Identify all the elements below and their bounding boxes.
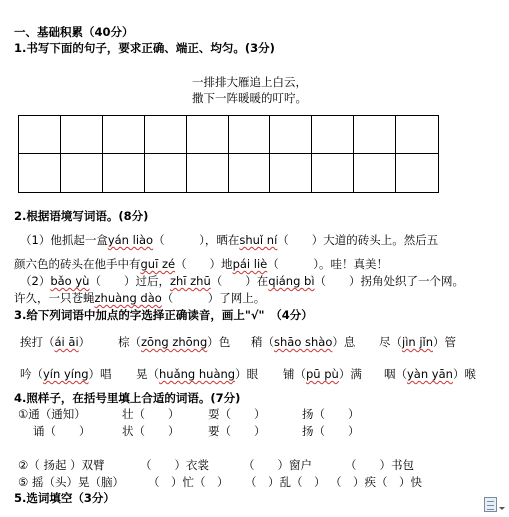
q4-cell: 要（ ） [208,424,266,438]
q3-item [20,334,90,350]
text: ） [78,335,91,349]
q4-cell: ⑤ 摇（头）晃（脑） [18,475,124,489]
pinyin: bǎo yù [50,274,90,288]
q3-item [283,366,362,382]
copy-sentence-line-2: 撒下一阵暖暖的叮咛。 [192,91,307,105]
text: 挨打（ [20,335,55,349]
pinyin-options[interactable]: ái āi [54,335,79,349]
text: （ ）地 [175,257,233,271]
copy-sentence-line-1: 一排排大雁追上白云， [192,75,307,89]
pinyin-options[interactable]: jìn jǐn [402,335,434,349]
grid-cell[interactable] [145,154,187,192]
grid-cell[interactable] [270,116,312,154]
text: （ ）在 [210,274,269,288]
pinyin: qiáng bì [268,274,315,288]
q3-item [251,334,355,350]
text: （ ）过后， [89,274,170,288]
grid-cell[interactable] [354,154,396,192]
pinyin-options[interactable]: pū pù [306,367,339,381]
document-icon[interactable] [484,497,497,512]
grid-cell[interactable] [61,154,103,192]
text: （1）他抓起一盒 [20,233,108,247]
q4-cell: （ ）忙（ ） [148,475,229,489]
q2-line-1 [20,232,438,248]
text: ）满 [338,367,362,381]
text: （ ）拐角处织了一个网。 [314,274,465,288]
grid-cell[interactable] [396,154,438,192]
pinyin: yán liào [107,233,154,247]
q4-cell: （ ）窗户 [243,458,312,472]
grid-cell[interactable] [187,154,229,192]
question-3-title: 3.给下列词语中加点的字选择正确读音，画上"√" （4分） [14,308,313,322]
text: 铺（ [283,367,306,381]
grid-cell[interactable] [61,116,103,154]
pinyin: guī zé [140,257,176,271]
text: ）喉 [452,367,476,381]
text: ）息 [332,335,356,349]
text: 颜六色的砖头在他手中有 [14,257,141,271]
text: （ ）了网上。 [161,291,266,305]
text: （ ）。哇！真美！ [267,257,388,271]
text: （ ），晒在 [153,233,240,247]
q2-line-2 [14,256,388,272]
section-heading: 一、基础积累（40分） [14,25,134,39]
writing-grid[interactable] [18,115,439,193]
grid-cell[interactable] [354,116,396,154]
q4-cell: 诵（ ） [33,424,91,438]
grid-cell[interactable] [19,116,61,154]
q4-cell: 扬（ ） [302,424,360,438]
grid-cell[interactable] [229,116,271,154]
grid-cell[interactable] [103,154,145,192]
q4-cell: （ ）衣裳 [140,458,209,472]
q4-cell: 扬（ ） [302,407,360,421]
text: 吟（ [20,367,43,381]
q4-cell: ②（ 扬起 ）双臂 [18,458,105,472]
q4-cell: 壮（ ） [122,407,180,421]
q3-item [136,366,258,382]
grid-cell[interactable] [396,116,438,154]
grid-cell[interactable] [312,116,354,154]
q4-cell: 耍（ ） [208,407,266,421]
pinyin-options[interactable]: huǎng huàng [159,367,236,381]
pinyin: shuǐ ní [239,233,278,247]
text: 稍（ [251,335,274,349]
q3-item [379,334,456,350]
question-4-title: 4.照样子，在括号里填上合适的词语。(7分) [14,391,241,405]
pinyin-options[interactable]: yín yíng [43,367,89,381]
q3-item [118,334,230,350]
pinyin-options[interactable]: zōng zhōng [141,335,208,349]
text: 晃（ [136,367,159,381]
text: ）唱 [88,367,112,381]
q4-cell: ①通（通知） [18,407,86,421]
q3-item [384,366,476,382]
q2-line-4 [14,290,265,306]
q4-cell: （ ）乱（ ） [245,475,326,489]
q4-cell: （ ）书包 [345,458,414,472]
text: 棕（ [118,335,141,349]
text: （ ）大道的砖头上。然后五 [277,233,439,247]
q4-cell: （ ）疾（ ）快 [330,475,422,489]
grid-cell[interactable] [312,154,354,192]
q4-cell: 状（ ） [122,424,180,438]
grid-cell[interactable] [229,154,271,192]
text: 许久，一只苍蝇 [14,291,95,305]
pinyin: pái liè [232,257,268,271]
text: ）色 [207,335,231,349]
pinyin: zhuàng dào [94,291,162,305]
text: ）眼 [235,367,259,381]
text: （2） [20,274,51,288]
grid-cell[interactable] [270,154,312,192]
q3-item [20,366,112,382]
q2-line-3 [20,273,464,289]
pinyin: zhī zhū [169,274,211,288]
question-2-title: 2.根据语境写词语。(8分) [14,209,149,223]
grid-cell[interactable] [145,116,187,154]
question-1-title: 1.书写下面的句子，要求正确、端正、均匀。(3分) [14,41,275,55]
grid-cell[interactable] [19,154,61,192]
pinyin-options[interactable]: shāo shào [274,335,333,349]
grid-cell[interactable] [187,116,229,154]
grid-cell[interactable] [103,116,145,154]
text: 咽（ [384,367,407,381]
text: 尽（ [379,335,402,349]
question-5-title: 5.选词填空（3分） [14,491,115,505]
text: ）管 [433,335,457,349]
pinyin-options[interactable]: yàn yān [407,367,453,381]
